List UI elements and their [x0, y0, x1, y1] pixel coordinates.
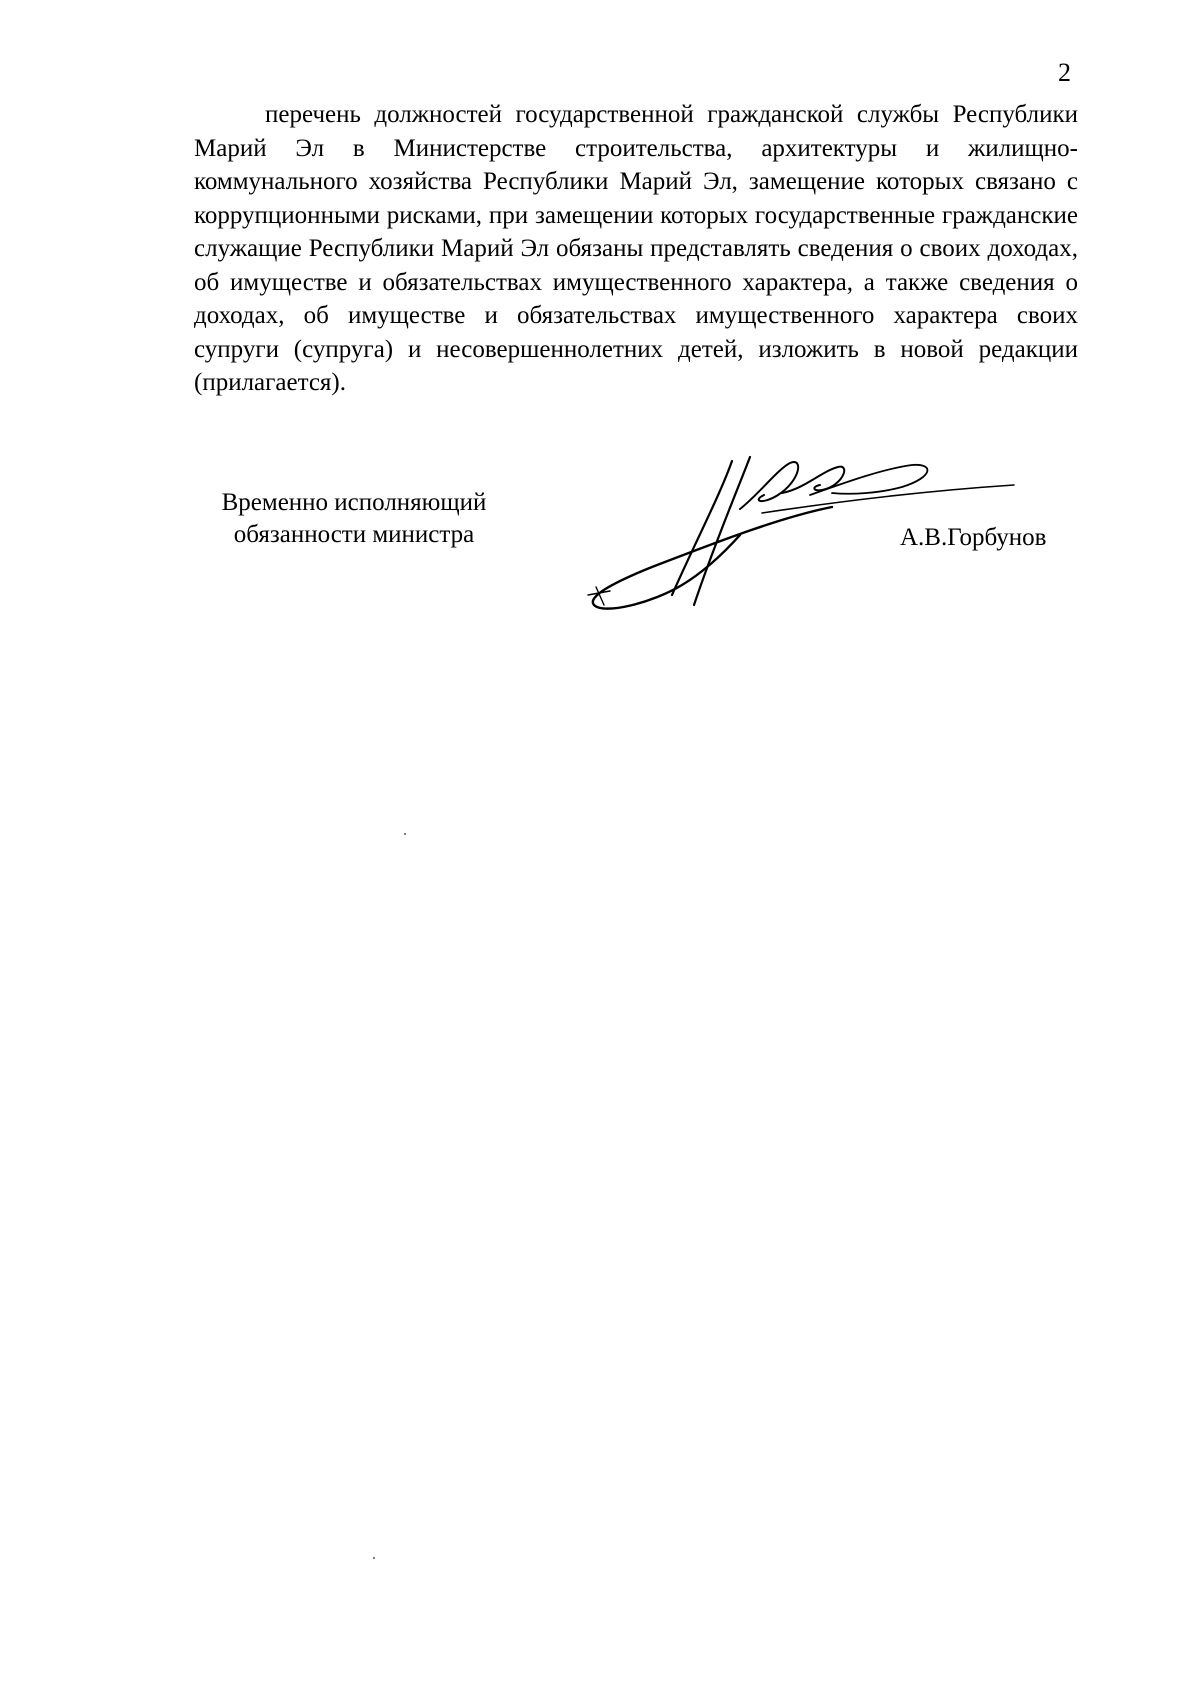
signatory-name: А.В.Горбунов [900, 524, 1047, 551]
scan-speck [404, 833, 406, 835]
page-number: 2 [1058, 58, 1071, 87]
signatory-title-line-1: Временно исполняющий [221, 489, 487, 516]
scan-speck [373, 1557, 375, 1559]
body-paragraph: перечень должностей государственной гражданской службы Республики Марий Эл в Министерстве строительства, архитектуры и жилищно-коммунального хозяйства Республики Марий Эл, замещение которых связано с коррупционными рисками, при замещении которых государственные гражданские служащие Республики Марий Эл обязаны представлять сведения о своих доходах, об имуществе и обязательствах имущественного характера, а также сведения о доходах, об имуществе и обязательствах имущественного характера своих супруги (супруга) и несовершеннолетних детей, изложить в новой редакции (прилагается). [194, 101, 1078, 396]
signatory-title [194, 487, 514, 551]
signatory-title-line-2: обязанности министра [233, 521, 475, 548]
